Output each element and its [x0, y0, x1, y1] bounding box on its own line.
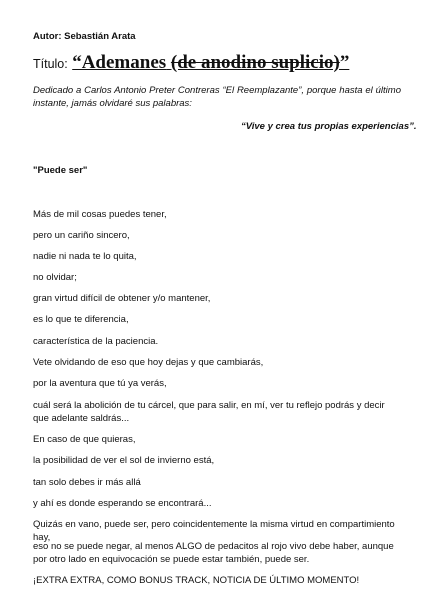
quote-line: “Vive y crea tus propias experiencias”. — [241, 121, 417, 132]
verse-line: eso no se puede negar, al menos ALGO de pedacitos al rojo vivo debe haber, aunque por otro lado en equivocación se puede estar también, puede ser. — [33, 541, 394, 565]
verse-line: pero un cariño sincero, — [33, 230, 130, 241]
title-label: Título: — [33, 57, 68, 71]
verse-line: nadie ni nada te lo quita, — [33, 251, 137, 262]
title-text: “Ademanes — [72, 52, 167, 73]
dedication-paragraph: Dedicado a Carlos Antonio Preter Contreras “El Reemplazante”, porque hasta el último instante, jamás olvidaré sus palabras: — [33, 85, 401, 109]
verse-line: Quizás en vano, puede ser, pero coincidentemente la misma virtud en compartimiento hay, — [33, 519, 395, 543]
author-line: Autor: Sebastián Arata — [33, 31, 136, 42]
verse-line: ¡EXTRA EXTRA, COMO BONUS TRACK, NOTICIA DE ÚLTIMO MOMENTO! — [33, 575, 360, 586]
title-close-quote: ” — [339, 52, 350, 73]
verse-line: por la aventura que tú ya verás, — [33, 378, 167, 389]
verse-line: cuál será la abolición de tu cárcel, que para salir, en mí, ver tu reflejo podrás y decir que adelante saldrás... — [33, 400, 385, 424]
verse-line: y ahí es donde esperando se encontrará... — [33, 498, 212, 509]
verse-line: es lo que te diferencia, — [33, 314, 129, 325]
title-struck-text: (de anodino suplicio) — [170, 52, 340, 73]
verse-line: gran virtud difícil de obtener y/o mantener, — [33, 293, 211, 304]
verse-line: la posibilidad de ver el sol de invierno está, — [33, 455, 215, 466]
verse-line: no olvidar; — [33, 272, 77, 283]
title-main — [72, 52, 349, 73]
verse-line: característica de la paciencia. — [33, 336, 159, 347]
poem-title: "Puede ser" — [33, 165, 88, 176]
verse-line: En caso de que quieras, — [33, 434, 136, 445]
verse-line: Más de mil cosas puedes tener, — [33, 209, 167, 220]
verse-line: tan solo debes ir más allá — [33, 477, 141, 488]
title-line — [33, 52, 349, 74]
verse-line: Vete olvidando de eso que hoy dejas y que cambiarás, — [33, 357, 264, 368]
